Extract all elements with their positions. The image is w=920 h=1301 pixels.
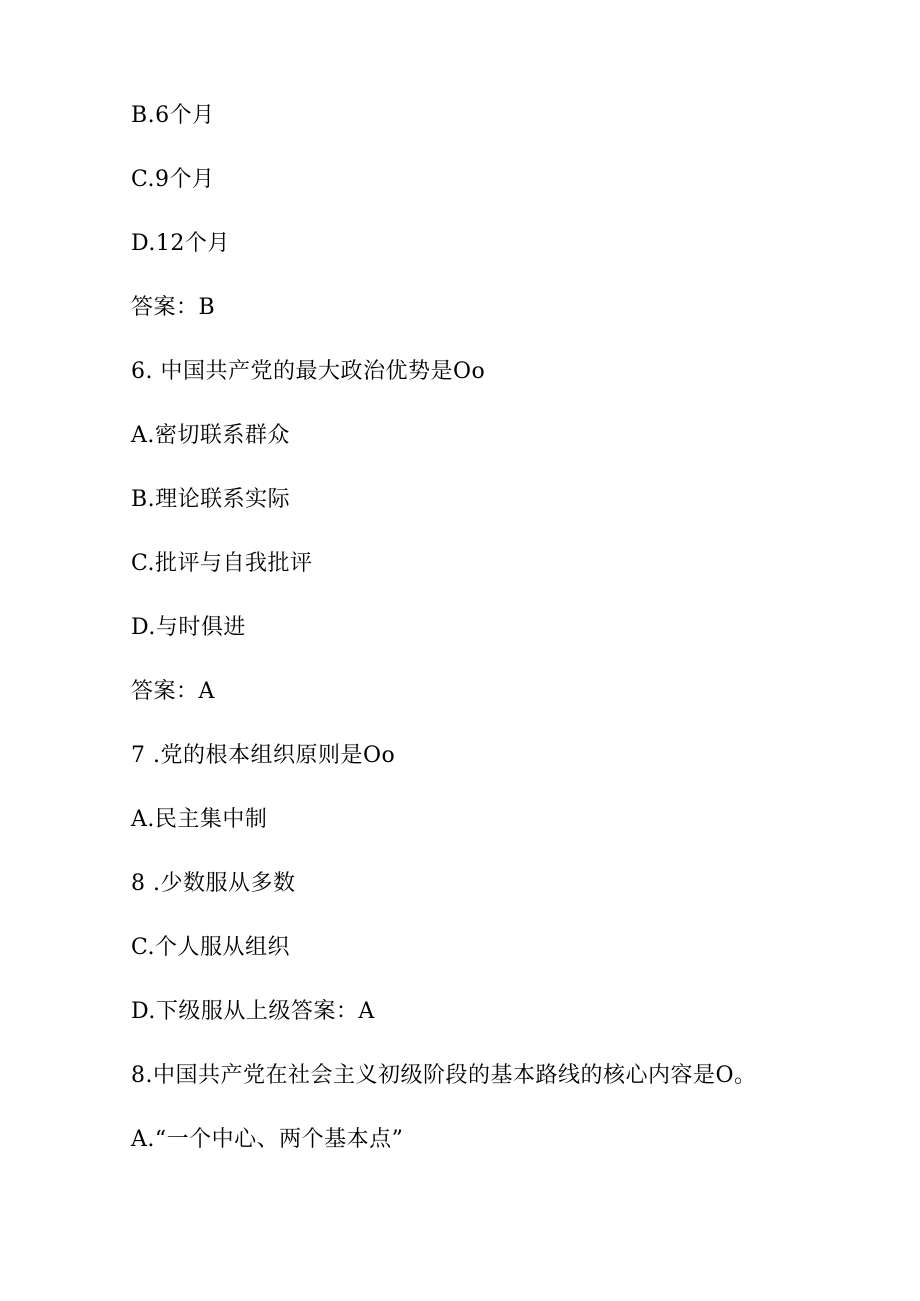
question-6-option-c: C.批评与自我批评 (131, 551, 313, 576)
question-6-option-b: B.理论联系实际 (131, 487, 291, 512)
option-c-9-months: C.9个月 (131, 167, 215, 192)
answer-5: 答案：B (131, 295, 216, 320)
question-6-option-a: A.密切联系群众 (131, 423, 290, 448)
question-7-option-a: A.民主集中制 (131, 807, 268, 832)
question-6: 6. 中国共产党的最大政治优势是Oo (131, 359, 486, 384)
question-7: 7 .党的根本组织原则是Oo (131, 743, 396, 768)
question-8-option-a: A.“一个中心、两个基本点” (131, 1127, 404, 1152)
option-b-6-months: B.6个月 (131, 103, 215, 128)
question-6-option-d: D.与时俱进 (131, 615, 246, 640)
option-d-12-months: D.12个月 (131, 231, 230, 256)
question-8: 8.中国共产党在社会主义初级阶段的基本路线的核心内容是O。 (131, 1063, 757, 1088)
question-7-option-d-answer: D.下级服从上级答案：A (131, 999, 375, 1024)
question-7-option-c: C.个人服从组织 (131, 935, 291, 960)
answer-6: 答案：A (131, 679, 215, 704)
question-7-option-b: 8 .少数服从多数 (131, 871, 296, 896)
